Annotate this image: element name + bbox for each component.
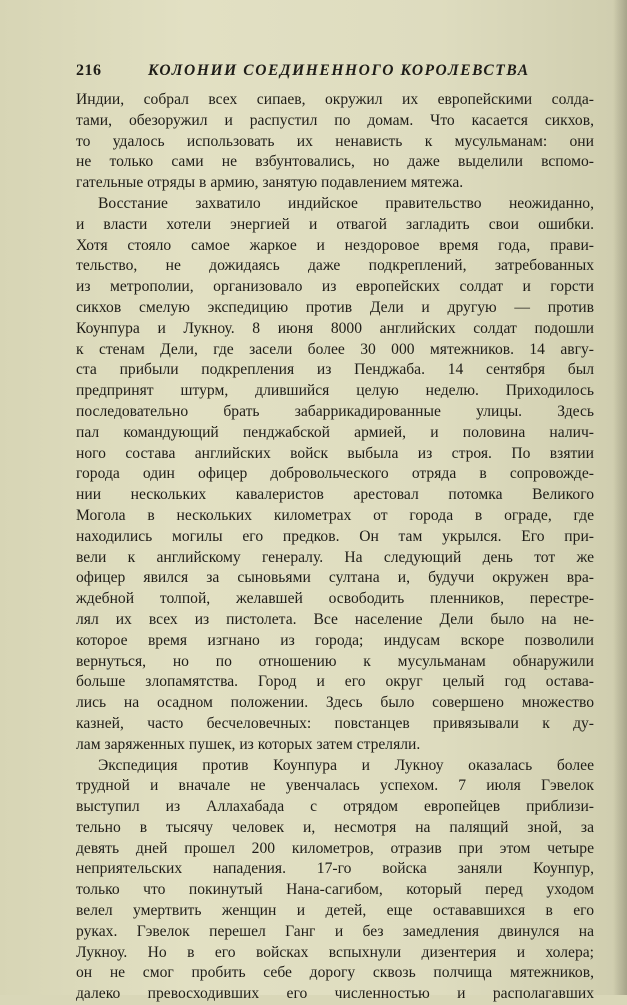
- text-line: не только сами не взбунтовались, но даже выделили вспомо-: [76, 153, 594, 171]
- text-line: руках. Гэвелок перешел Ганг и без замедления двинулся на: [76, 922, 594, 940]
- text-line: нии нескольких кавалеристов арестовал потомка Великого: [76, 486, 594, 504]
- text-line: он не смог пробить себе дорогу сквозь полчища мятежников,: [76, 964, 594, 982]
- text-line: то удалось использовать их ненависть к мусульманам: они: [76, 132, 594, 150]
- text-line: сикхов смелую экспедицию против Дели и другую — против: [76, 298, 594, 316]
- text-line: девять дней прошел 200 километров, отразив при этом четыре: [76, 839, 594, 857]
- text-line: Индии, собрал всех сипаев, окружил их европейскими солда-: [76, 91, 594, 108]
- page-number: 216: [76, 62, 102, 79]
- text-line: тами, обезоружил и распустил по домам. Что касается сикхов,: [76, 111, 594, 129]
- text-line: тельно в тысячу человек и, несмотря на палящий зной, за: [76, 818, 594, 836]
- text-line: выступил из Аллахабада с отрядом европейцев приблизи-: [76, 798, 594, 816]
- text-line: велел умертвить женщин и детей, еще остававшихся в его: [76, 902, 594, 920]
- page-gutter-shadow: [613, 0, 627, 995]
- text-line: города один офицер добровольческого отряда в сопровожде-: [76, 465, 594, 483]
- text-line: находились могилы его предков. Он там укрылся. Его при-: [76, 527, 594, 545]
- text-line: пал командующий пенджабской армией, и половина налич-: [76, 423, 594, 441]
- text-line: гательные отряды в армию, занятую подавлением мятежа.: [76, 174, 464, 192]
- running-head: КОЛОНИИ СОЕДИНЕННОГО КОРОЛЕВСТВА: [148, 62, 530, 79]
- text-line: далеко превосходивших его численностью и располагавших: [76, 985, 594, 1003]
- text-line: ного состава английских войск выбыла из строя. По взятии: [76, 444, 594, 462]
- text-line: Лукноу. Но в его войсках вспыхнули дизентерия и холера;: [76, 943, 594, 961]
- text-line: больше злопамятства. Город и его округ целый год остава-: [76, 673, 594, 691]
- text-line: которое время изгнано из города; индусам вскоре позволили: [76, 631, 594, 649]
- text-line: лам заряженных пушек, из которых затем стреляли.: [76, 735, 421, 753]
- text-line: трудной и вначале не увенчалась успехом. 7 июля Гэвелок: [76, 777, 594, 795]
- text-line: тельство, не дожидаясь даже подкреплений, затребованных: [76, 257, 594, 275]
- text-line: Могола в нескольких километрах от города в ограде, где: [76, 506, 594, 524]
- page-header: [76, 62, 596, 84]
- text-line: Коунпура и Лукноу. 8 июня 8000 английских солдат подошли: [76, 319, 594, 337]
- text-line: вернуться, но по отношению к мусульманам обнаружили: [76, 652, 594, 670]
- text-line: Хотя стояло самое жаркое и нездоровое время года, прави-: [76, 236, 594, 254]
- paragraph-first-line: Экспедиция против Коунпура и Лукноу оказалась более: [98, 756, 594, 774]
- text-line: к стенам Дели, где засели более 30 000 мятежников. 14 авгу-: [76, 340, 594, 358]
- text-line: неприятельских нападения. 17-го войска заняли Коунпур,: [76, 860, 594, 878]
- text-line: лись на осадном положении. Здесь было совершено множество: [76, 694, 594, 712]
- text-line: только что покинутый Нана-сагибом, который перед уходом: [76, 881, 594, 899]
- text-line: последовательно брать забаррикадированные улицы. Здесь: [76, 402, 594, 420]
- text-line: лял их всех из пистолета. Все население Дели было на не-: [76, 610, 594, 628]
- text-line: вели к английскому генералу. На следующий день тот же: [76, 548, 594, 566]
- text-line: казней, часто бесчеловечных: повстанцев привязывали к ду-: [76, 714, 594, 732]
- paragraph-first-line: Восстание захватило индийское правительство неожиданно,: [98, 194, 594, 212]
- text-line: из метрополии, организовало из европейских солдат и горсти: [76, 278, 594, 296]
- text-line: и власти хотели энергией и отвагой загладить свои ошибки.: [76, 215, 594, 233]
- text-line: ждебной толпой, желавшей освободить пленников, перестре-: [76, 590, 594, 608]
- text-line: офицер явился за сыновьями султана и, будучи окружен вра-: [76, 569, 594, 587]
- text-line: ста прибыли подкрепления из Пенджаба. 14 сентября был: [76, 361, 594, 379]
- text-line: предпринят штурм, длившийся целую неделю. Приходилось: [76, 382, 594, 400]
- body-text: [76, 90, 594, 1005]
